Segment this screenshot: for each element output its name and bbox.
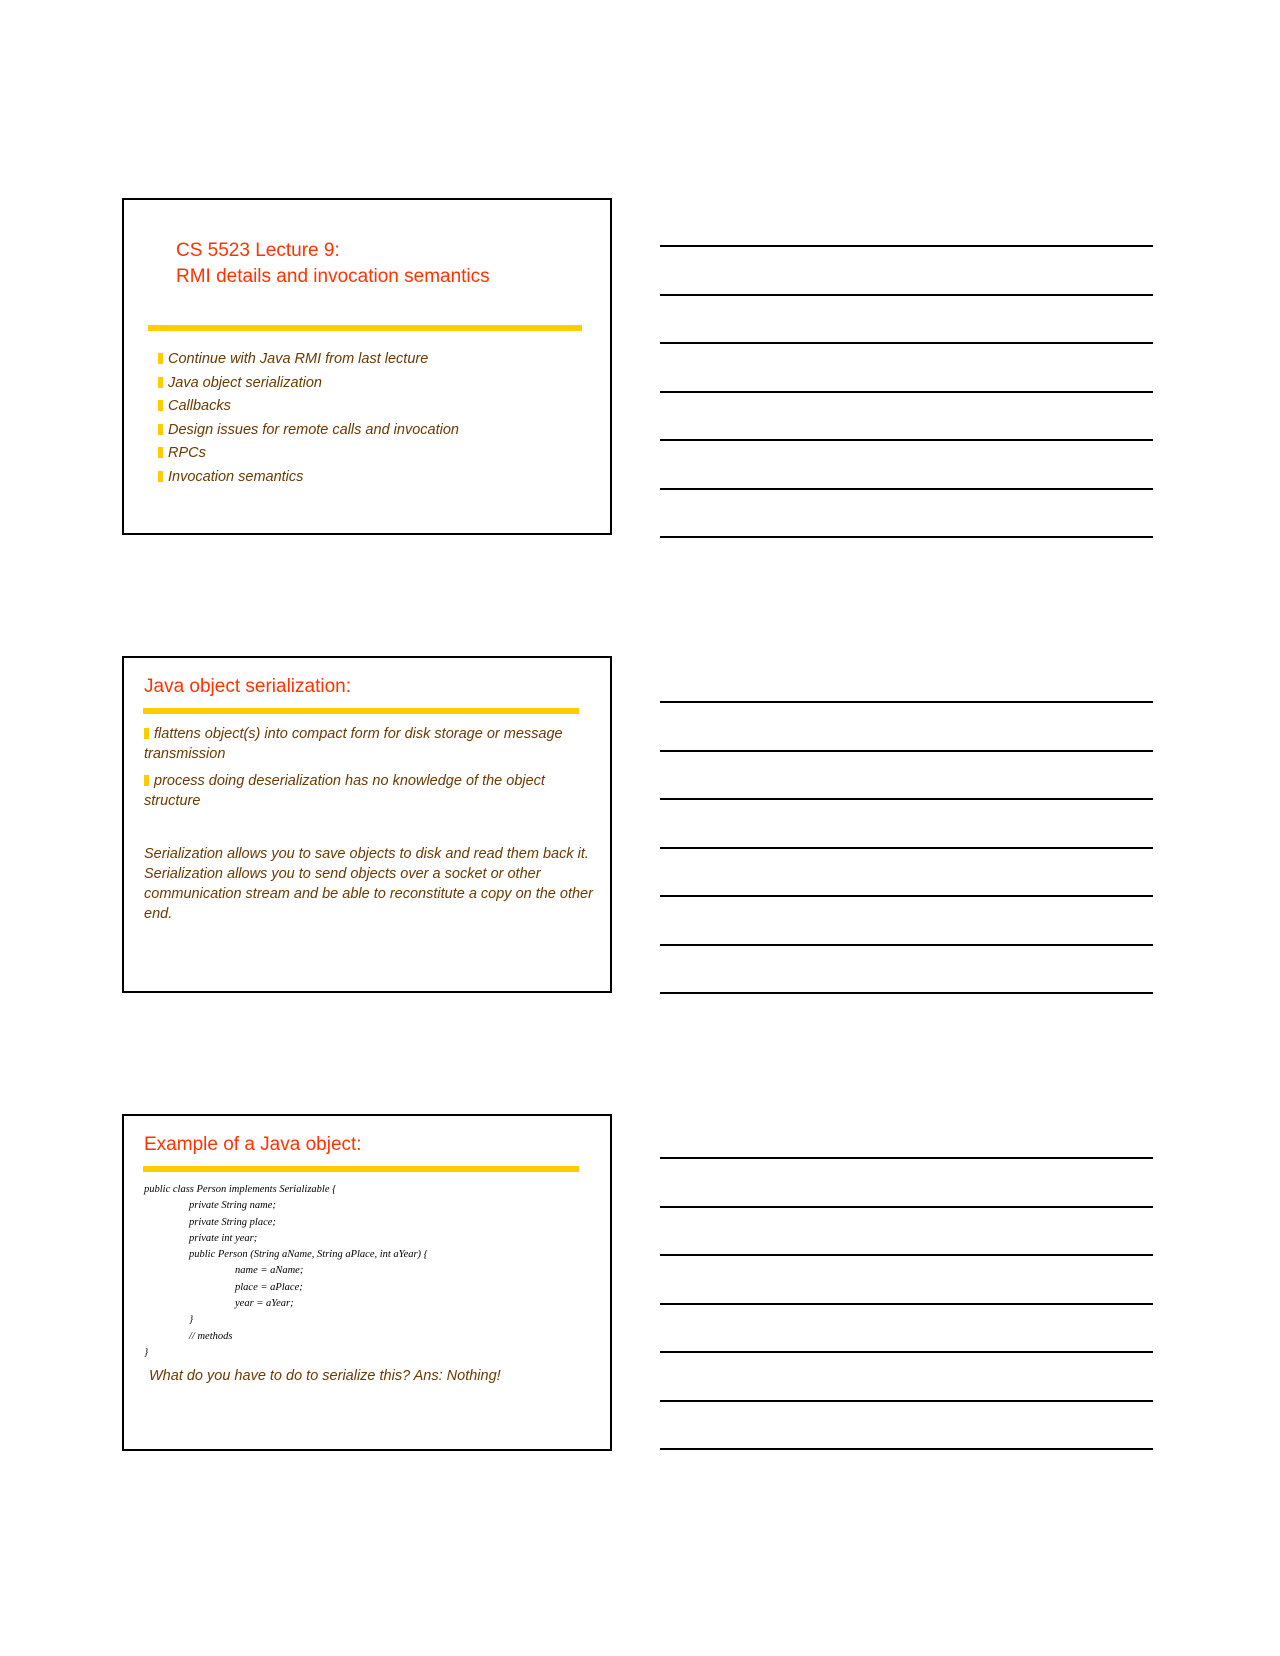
list-item: Continue with Java RMI from last lecture xyxy=(158,348,459,372)
question-answer: What do you have to do to serialize this? Ans: Nothing! xyxy=(149,1368,501,1384)
list-item: RPCs xyxy=(158,442,459,466)
slide-3 xyxy=(122,1114,612,1451)
note-line xyxy=(660,1448,1153,1450)
code-line: public Person (String aName, String aPlace, int aYear) { xyxy=(189,1249,428,1261)
code-line: place = aPlace; xyxy=(235,1281,303,1293)
code-line: private String place; xyxy=(189,1216,276,1228)
note-line xyxy=(660,701,1153,703)
note-line xyxy=(660,294,1153,296)
bullet-square-icon xyxy=(158,400,163,411)
note-line xyxy=(660,1206,1153,1208)
bullet-list xyxy=(158,348,459,489)
bullet-square-icon xyxy=(144,775,149,786)
note-line xyxy=(660,1351,1153,1353)
bullet-square-icon xyxy=(158,471,163,482)
note-line xyxy=(660,245,1153,247)
list-item: Design issues for remote calls and invocation xyxy=(158,419,459,443)
note-line xyxy=(660,439,1153,441)
slide-title xyxy=(176,238,490,290)
note-line xyxy=(660,1157,1153,1159)
bullet-square-icon xyxy=(158,377,163,388)
note-line xyxy=(660,847,1153,849)
bullet-square-icon xyxy=(158,447,163,458)
code-block xyxy=(144,1182,584,1361)
code-line: } xyxy=(189,1314,194,1326)
title-underline-bar xyxy=(148,325,582,331)
slide-2 xyxy=(122,656,612,993)
title-underline-bar xyxy=(143,708,579,714)
note-line xyxy=(660,798,1153,800)
note-line xyxy=(660,342,1153,344)
list-item: process doing deserialization has no knowledge of the object structure xyxy=(144,773,545,809)
slide-title-line-2: RMI details and invocation semantics xyxy=(176,266,490,287)
note-line xyxy=(660,992,1153,994)
note-line xyxy=(660,944,1153,946)
note-line xyxy=(660,1400,1153,1402)
code-line: year = aYear; xyxy=(235,1298,294,1310)
bullet-square-icon xyxy=(158,353,163,364)
note-line xyxy=(660,1303,1153,1305)
code-line: private String name; xyxy=(189,1200,276,1212)
slide-title: Example of a Java object: xyxy=(144,1134,362,1155)
code-line: } xyxy=(144,1346,149,1358)
bullet-square-icon xyxy=(144,728,149,739)
list-item: flattens object(s) into compact form for disk storage or message transmission xyxy=(144,726,563,762)
bullet-list xyxy=(144,724,584,818)
note-line xyxy=(660,488,1153,490)
note-line xyxy=(660,536,1153,538)
code-line: public class Person implements Serializable { xyxy=(144,1184,337,1195)
bullet-square-icon xyxy=(158,424,163,435)
slide-1 xyxy=(122,198,612,535)
list-item: Java object serialization xyxy=(158,372,459,396)
note-line xyxy=(660,750,1153,752)
note-line xyxy=(660,391,1153,393)
code-line: private int year; xyxy=(189,1232,258,1244)
slide-paragraph: Serialization allows you to save objects to disk and read them back it. Serialization allows you to send objects over a socket or other communication stream and be able to reconstitute a copy on the other end. xyxy=(144,846,593,922)
list-item: Invocation semantics xyxy=(158,466,459,490)
slide-title-line-1: CS 5523 Lecture 9: xyxy=(176,240,340,261)
note-line xyxy=(660,1254,1153,1256)
code-line: name = aName; xyxy=(235,1265,304,1277)
note-line xyxy=(660,895,1153,897)
code-line: // methods xyxy=(189,1330,233,1342)
slide-title: Java object serialization: xyxy=(144,676,351,697)
list-item: Callbacks xyxy=(158,395,459,419)
title-underline-bar xyxy=(143,1166,579,1172)
